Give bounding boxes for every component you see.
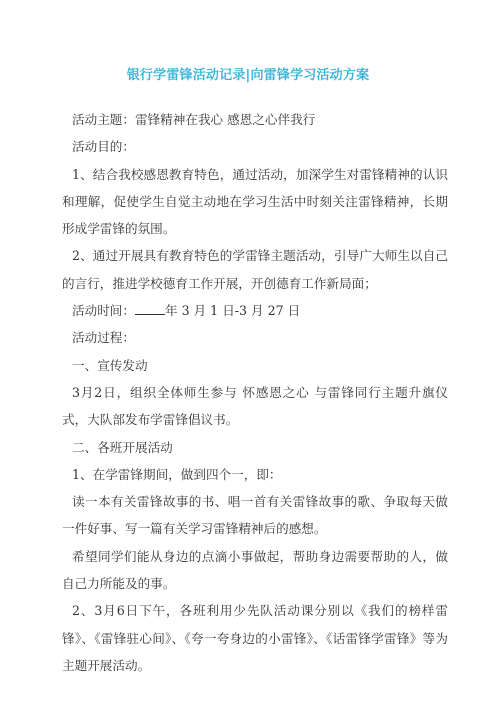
document-body bbox=[62, 106, 448, 679]
section-heading-publicity: 一、宣传发动 bbox=[72, 357, 148, 373]
document-title: 银行学雷锋活动记录|向雷锋学习活动方案 bbox=[126, 68, 370, 83]
paragraph-class-activity: 2、3月6日下午，各班利用少先队活动课分别以《我们的榜样雷锋》、《雷锋驻心间》、《夸一夸身边的小雷锋》、《话雷锋学雷锋》等为主题开展活动。 bbox=[62, 603, 448, 673]
paragraph-hope: 希望同学们能从身边的点滴小事做起，帮助身边需要帮助的人，做自己力所能及的事。 bbox=[62, 548, 448, 592]
paragraph-time bbox=[72, 297, 448, 324]
paragraph-theme: 活动主题：雷锋精神在我心 感恩之心伴我行 bbox=[72, 112, 316, 127]
paragraph-process-heading: 活动过程： bbox=[72, 330, 135, 346]
time-blank bbox=[135, 303, 165, 315]
time-label: 活动时间： bbox=[72, 303, 135, 319]
paragraph-purpose-2: 2、通过开展具有教育特色的学雷锋主题活动，引导广大师生以自己的言行，推进学校德育工作开展，开创德育工作新局面； bbox=[62, 248, 448, 291]
time-value: 年 3 月 1 日-3 月 27 日 bbox=[164, 303, 301, 319]
paragraph-purpose-heading: 活动目的： bbox=[72, 139, 135, 155]
paragraph-four-ones: 1、在学雷锋期间，做到四个一，即： bbox=[72, 466, 282, 482]
paragraph-publicity: 3月2日，组织全体师生参与 怀感恩之心 与雷锋同行主题升旗仪式，大队部发布学雷锋倡议书。 bbox=[62, 384, 448, 428]
section-heading-class-activities: 二、各班开展活动 bbox=[72, 439, 173, 455]
paragraph-four-ones-detail: 读一本有关雷锋故事的书、唱一首有关雷锋故事的歌、争取每天做一件好事、写一篇有关学习雷锋精神后的感想。 bbox=[62, 494, 448, 537]
paragraph-purpose-1: 1、结合我校感恩教育特色，通过活动，加深学生对雷锋精神的认识和理解，促使学生自觉主动地在学习生活中时刻关注雷锋精神，长期形成学雷锋的氛围。 bbox=[62, 166, 448, 237]
